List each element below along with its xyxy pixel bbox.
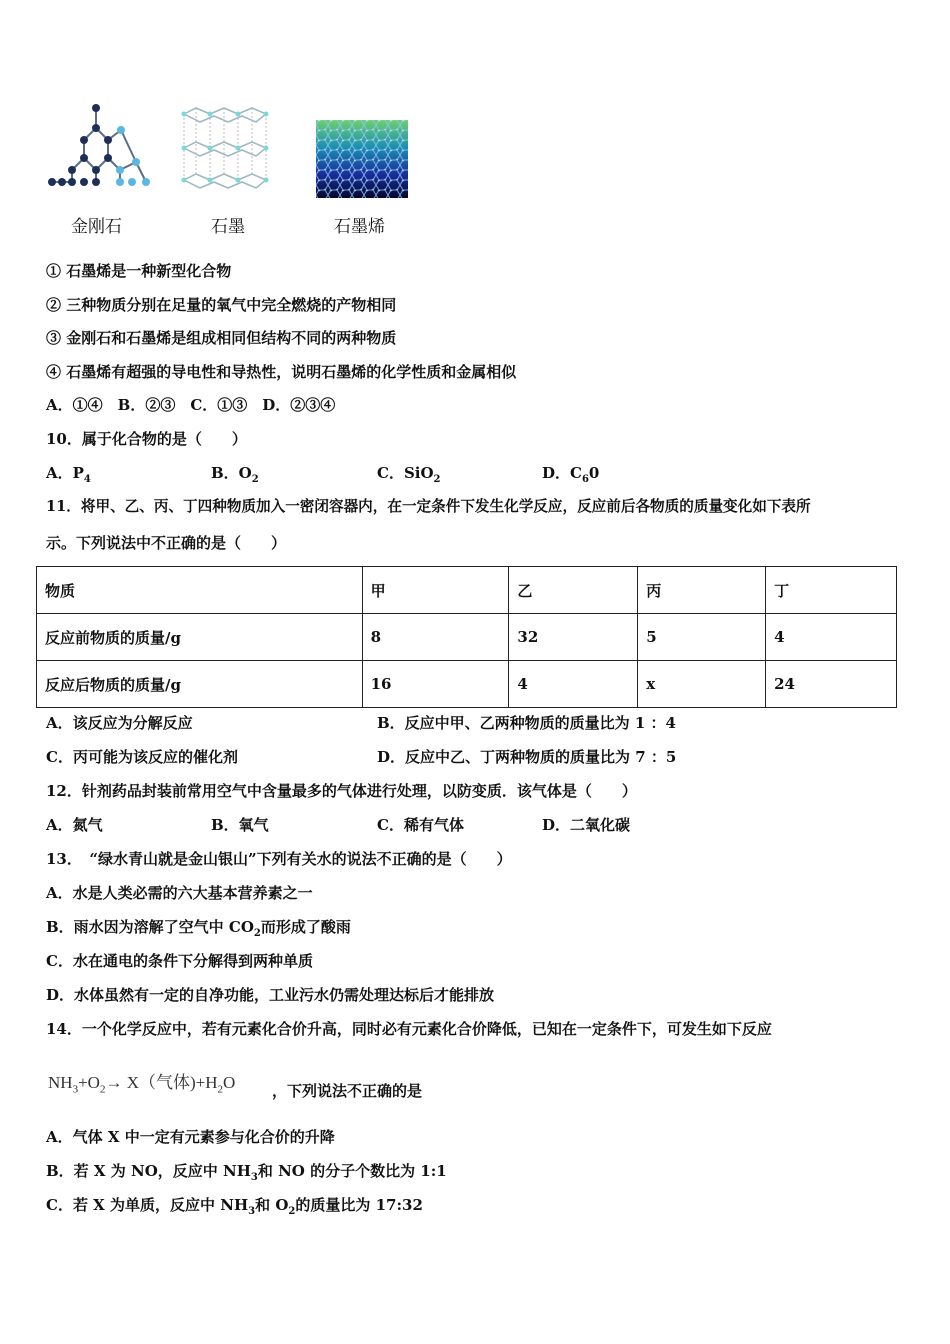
q10-option-d: D．$C_60$ [542, 464, 600, 485]
table-cell: x [638, 661, 766, 708]
q14-equation: $NH_3+O_2\to X$（气体)$+H_2O$ [48, 1073, 236, 1096]
table-row [37, 661, 897, 708]
graphene-caption: 石墨烯 [334, 217, 385, 237]
q13-option-b: B．雨水因为溶解了空气中 $CO_2$而形成了酸雨 [46, 918, 351, 939]
table-cell: 反应前物质的质量/g [37, 614, 363, 661]
table-cell: 5 [638, 614, 766, 661]
q13-option-a: A．水是人类必需的六大基本营养素之一 [46, 884, 313, 902]
q12-stem: 12．针剂药品封装前常用空气中含量最多的气体进行处理，以防变质．该气体是（ ） [46, 782, 637, 800]
graphene-structure-image [316, 120, 408, 198]
graphite-structure-image [176, 100, 276, 195]
graphite-caption: 石墨 [211, 217, 245, 237]
q11-option-a: A．该反应为分解反应 [46, 714, 193, 732]
q14-equation-tail: ，下列说法不正确的是 [272, 1082, 423, 1100]
table-cell: 甲 [362, 567, 509, 614]
q12-option-d: D．二氧化碳 [542, 816, 631, 834]
q14-option-b: B．若 X 为 NO，反应中 $NH_3$和 NO 的分子个数比为 1:1 [46, 1162, 447, 1183]
q11-option-c: C．丙可能为该反应的催化剂 [46, 748, 238, 766]
table-cell: 物质 [37, 567, 363, 614]
q14-stem: 14．一个化学反应中，若有元素化合价升高，同时必有元素化合价降低，已知在一定条件下，可发生如下反应 [46, 1020, 772, 1038]
q12-option-c: C．稀有气体 [377, 816, 464, 834]
table-cell: 24 [766, 661, 897, 708]
q11-stem-line1: 11．将甲、乙、丙、丁四种物质加入一密闭容器内，在一定条件下发生化学反应，反应前后各物质的质量变化如下表所 [46, 498, 811, 515]
q13-stem: 13． “绿水青山就是金山银山”下列有关水的说法不正确的是（ ） [46, 850, 512, 868]
q10-option-b: B．$O_2$ [211, 464, 259, 485]
table-row [37, 614, 897, 661]
q9-options: A．①④ B．②③ C．①③ D．②③④ [46, 396, 336, 414]
q11-stem-line2: 示。下列说法中不正确的是（ ） [46, 534, 287, 552]
q9-statement-3: ③ 金刚石和石墨烯是组成相同但结构不同的两种物质 [46, 329, 397, 347]
table-cell: 8 [362, 614, 509, 661]
diamond-structure-image [46, 100, 156, 195]
q12-option-a: A．氮气 [46, 816, 103, 834]
table-cell: 16 [362, 661, 509, 708]
q11-mass-table [36, 566, 897, 708]
table-cell: 丙 [638, 567, 766, 614]
q10-option-a: A．$P_4$ [46, 464, 91, 485]
table-cell: 4 [766, 614, 897, 661]
diamond-caption: 金刚石 [71, 217, 122, 237]
table-cell: 32 [509, 614, 638, 661]
table-header-row [37, 567, 897, 614]
q11-option-d: D．反应中乙、丁两种物质的质量比为 7 ：5 [377, 748, 677, 766]
q14-option-c: C．若 X 为单质，反应中 $NH_3$和 $O_2$的质量比为 17:32 [46, 1196, 423, 1217]
table-cell: 4 [509, 661, 638, 708]
q10-stem: 10．属于化合物的是（ ） [46, 430, 247, 448]
q11-option-b: B．反应中甲、乙两种物质的质量比为 1 ：4 [377, 714, 676, 732]
q9-statement-1: ① 石墨烯是一种新型化合物 [46, 262, 232, 280]
q9-statement-4: ④ 石墨烯有超强的导电性和导热性，说明石墨烯的化学性质和金属相似 [46, 363, 517, 381]
q12-option-b: B．氧气 [211, 816, 269, 834]
q9-statement-2: ② 三种物质分别在足量的氧气中完全燃烧的产物相同 [46, 296, 397, 314]
q10-option-c: C．SiO$_2$ [377, 464, 441, 485]
table-cell: 反应后物质的质量/g [37, 661, 363, 708]
q13-option-c: C．水在通电的条件下分解得到两种单质 [46, 952, 313, 970]
q14-option-a: A．气体 X 中一定有元素参与化合价的升降 [46, 1128, 335, 1146]
table-cell: 乙 [509, 567, 638, 614]
table-cell: 丁 [766, 567, 897, 614]
q13-option-d: D．水体虽然有一定的自净功能，工业污水仍需处理达标后才能排放 [46, 986, 495, 1004]
